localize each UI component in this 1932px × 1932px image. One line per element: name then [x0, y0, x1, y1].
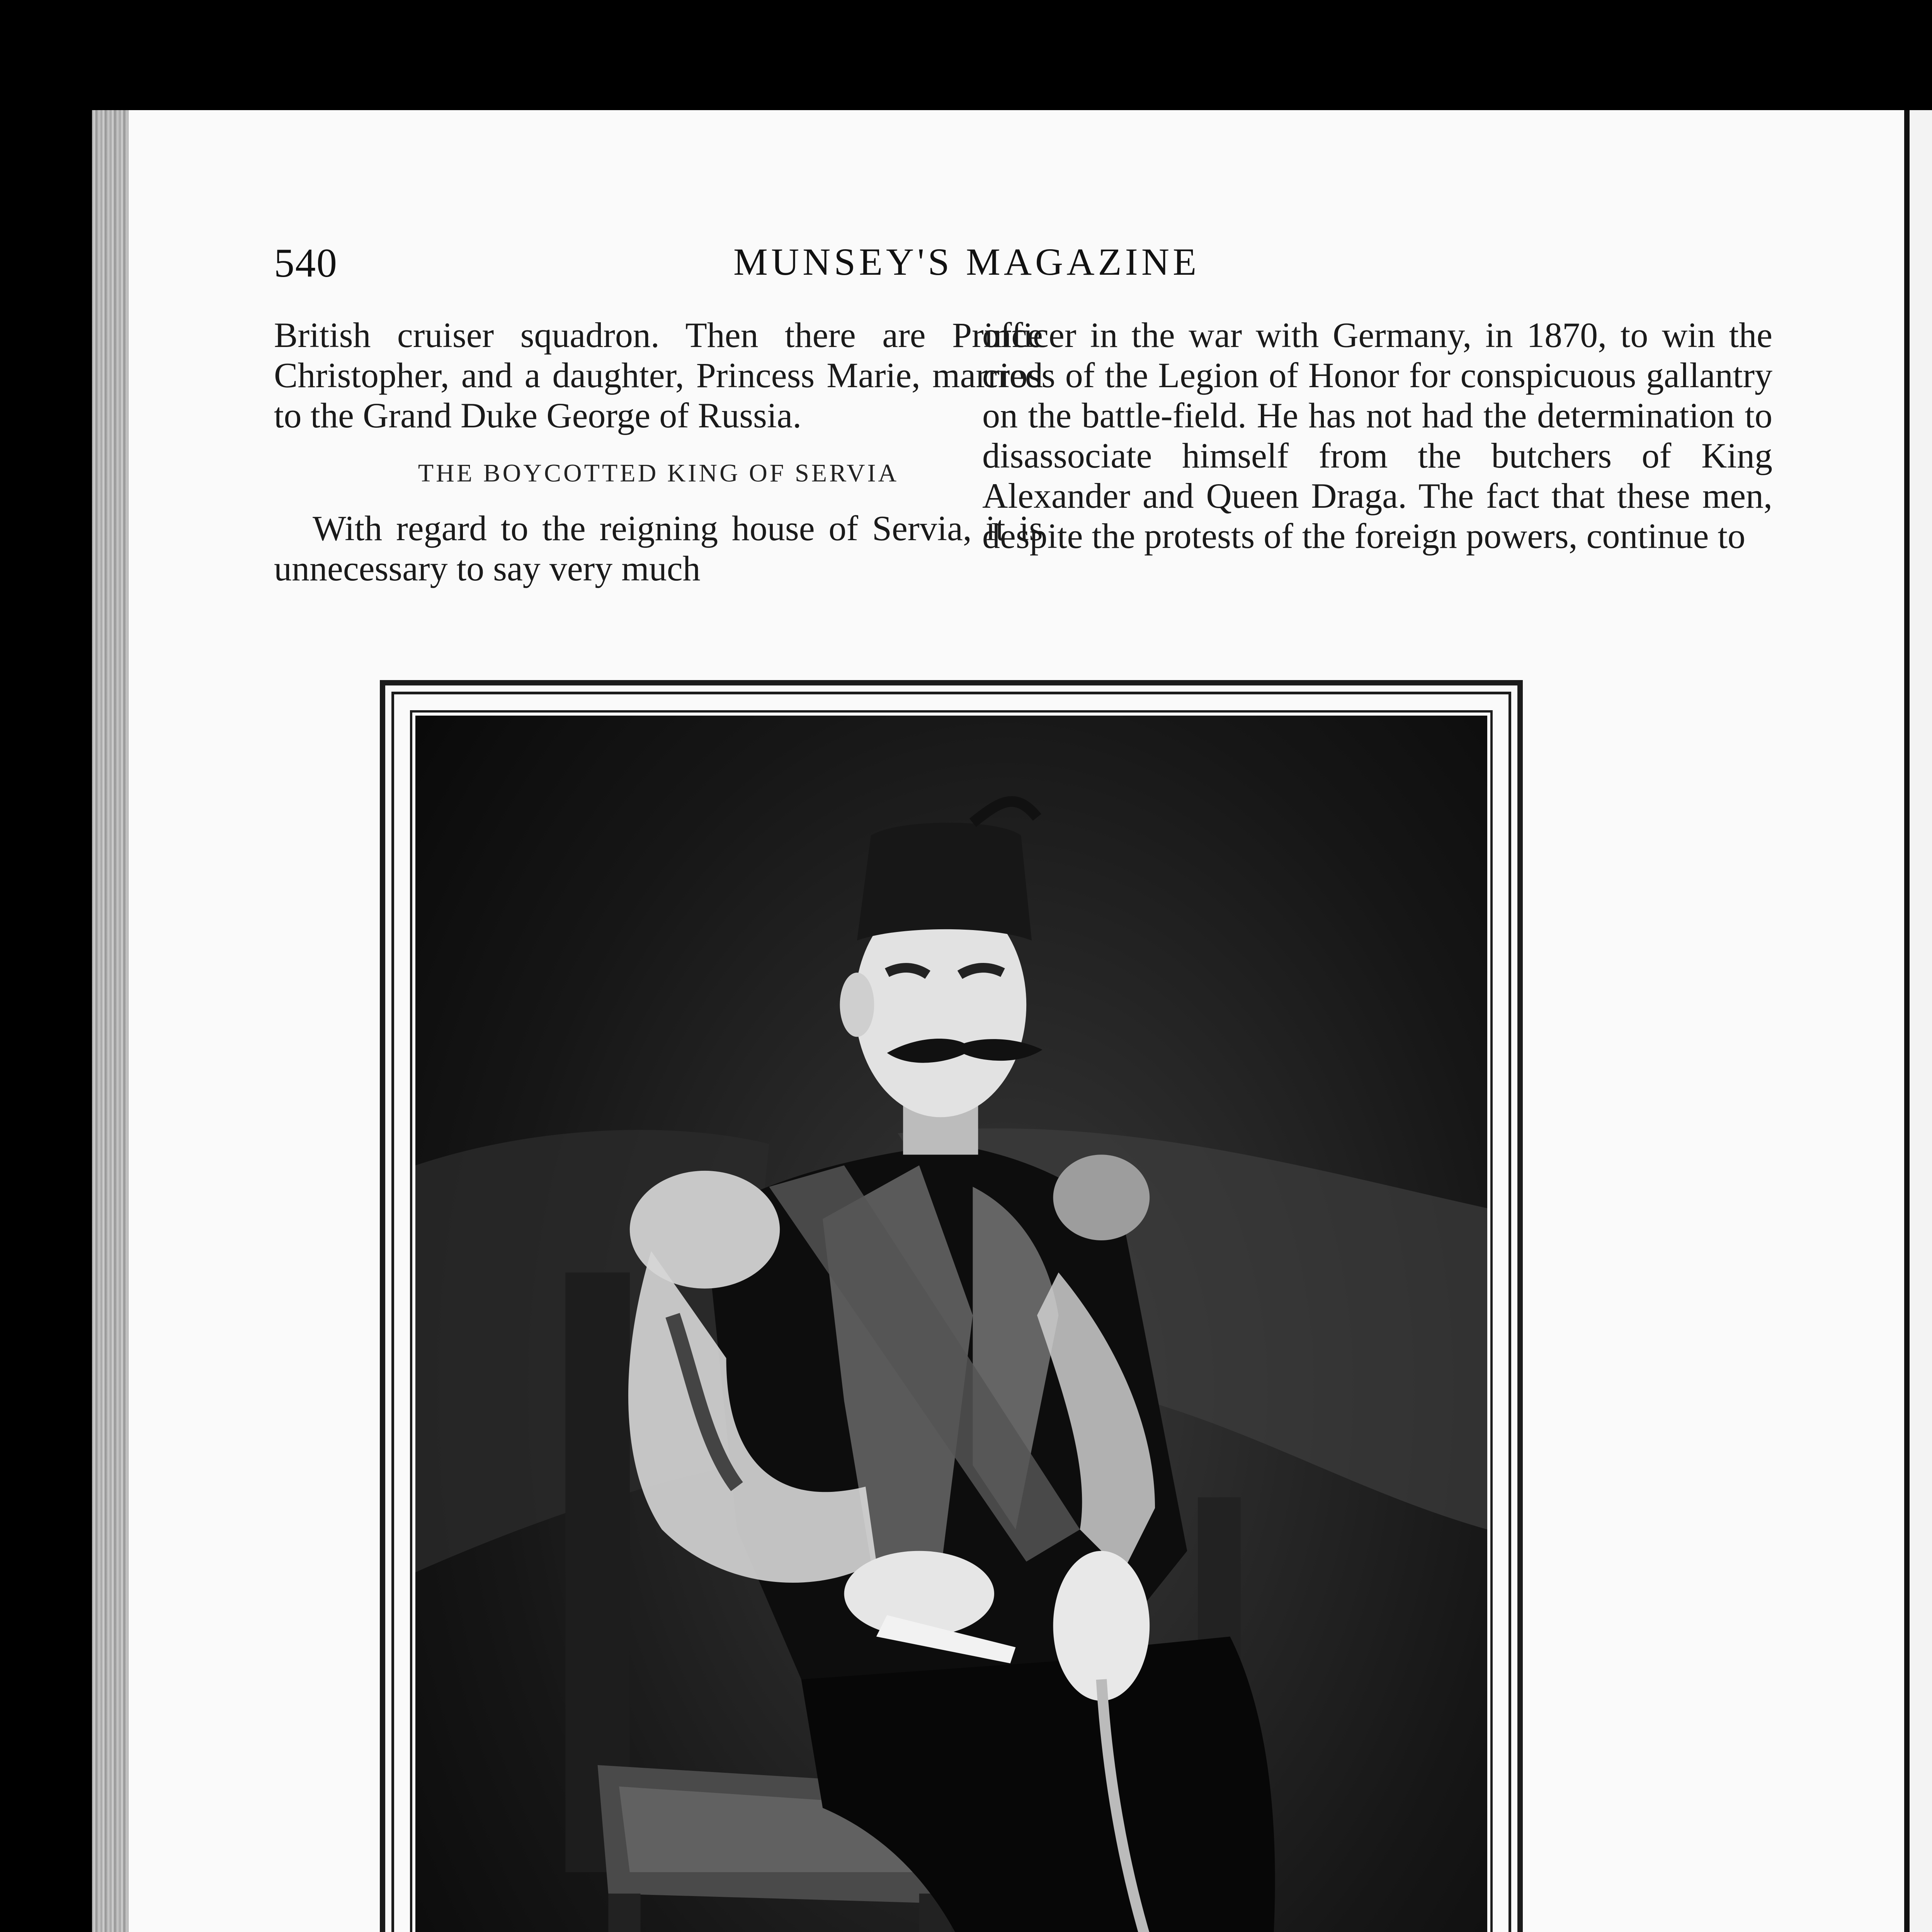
body-paragraph: British cruiser squadron. Then there are Prince Christopher, and a daughter, Princess Marie, married to the Grand Duke George of Russia.	[274, 315, 1043, 435]
body-paragraph: With regard to the reigning house of Servia, it is unnecessary to say very much	[274, 509, 1043, 588]
body-paragraph: officer in the war with Germany, in 1870, to win the cross of the Legion of Honor for conspicuous gallantry on the battle-field. He has not had the determination to disassociate himself from the butchers of King Alexander and Queen Draga. The fact that these men, despite the protests of the foreign powers, continue to	[982, 315, 1772, 556]
magazine-page	[92, 110, 1904, 1932]
photo-frame	[380, 680, 1523, 1932]
adjacent-page-edge	[1904, 110, 1932, 1932]
section-heading: THE BOYCOTTED KING OF SERVIA	[418, 459, 899, 487]
portrait-illustration	[415, 716, 1487, 1932]
magazine-title: MUNSEY'S MAGAZINE	[733, 240, 1200, 283]
text-column-top-left	[274, 315, 1043, 588]
running-head	[92, 240, 1904, 294]
page-number: 540	[274, 240, 338, 286]
page-binding-edge	[92, 110, 129, 1932]
text-column-top-right	[982, 315, 1772, 556]
portrait-photograph	[415, 716, 1487, 1932]
